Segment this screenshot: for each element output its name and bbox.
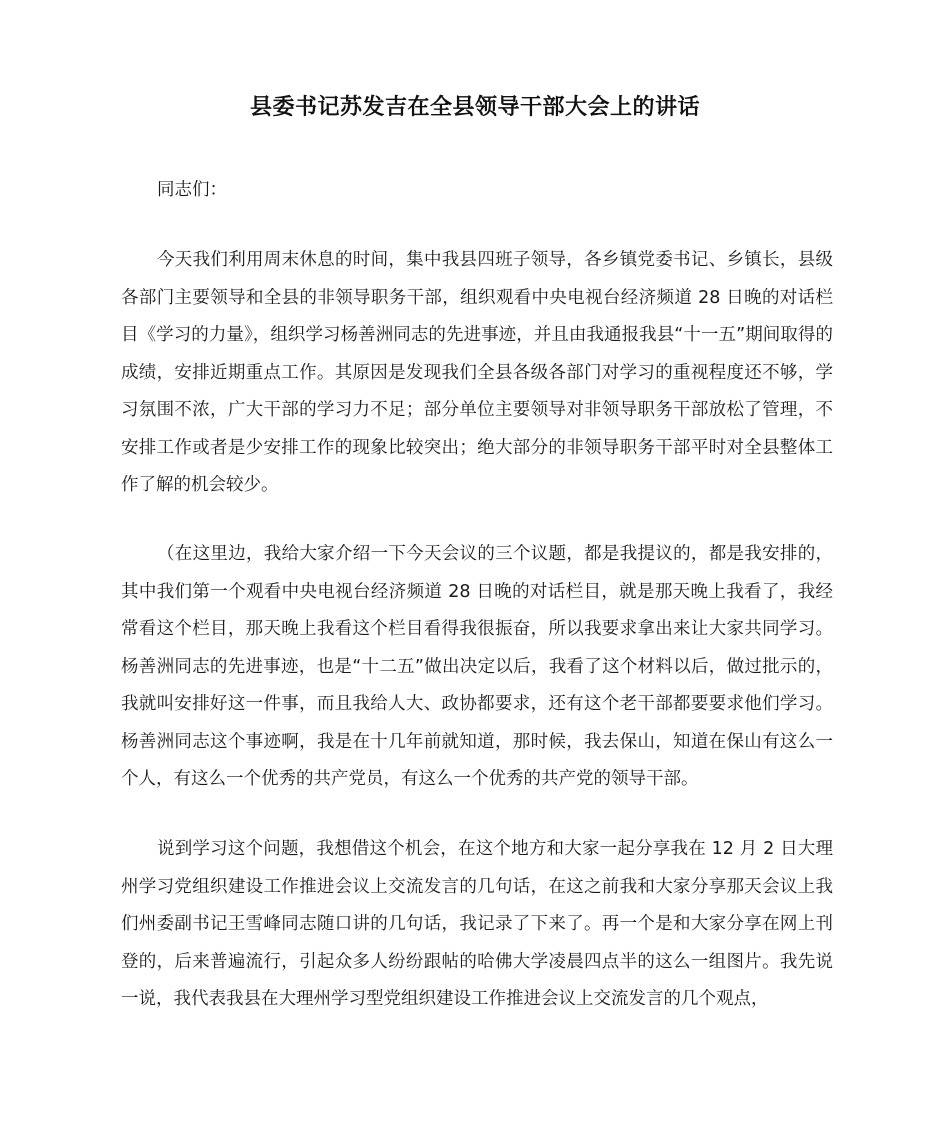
paragraph-3-text: 说到学习这个问题，我想借这个机会，在这个地方和大家一起分享我在 12 月 2 日大理州学习党组织建设工作推进会议上交流发言的几句话，在这之前我和大家分享那天会议上我们州委副书记王雪峰同志随口讲的几句话，我记录了下来了。再一个是和大家分享在网上刊登的，后来普遍流行，引起众多人纷纷跟帖的哈佛大学凌晨四点半的这么一组图片。我先说一说，我代表我县在大理州学习型党组织建设工作推进会议上交流发言的几个观点， bbox=[121, 839, 833, 1009]
salutation: 同志们： bbox=[157, 180, 227, 200]
paragraph-2 bbox=[121, 536, 833, 799]
document-title: 县委书记苏发吉在全县领导干部大会上的讲话 bbox=[249, 95, 700, 120]
paragraph-1-text: 今天我们利用周末休息的时间，集中我县四班子领导，各乡镇党委书记、乡镇长，县级各部门主要领导和全县的非领导职务干部，组织观看中央电视台经济频道 28 日晚的对话栏目《学习的力量》，组织学习杨善洲同志的先进事迹，并且由我通报我县“十一五”期间取得的成绩，安排近期重点工作。其原因是发现我们全县各级各部门对学习的重视程度还不够，学习氛围不浓，广大干部的学习力不足；部分单位主要领导对非领导职务干部放松了管理，不安排工作或者是少安排工作的现象比较突出；绝大部分的非领导职务干部平时对全县整体工作了解的机会较少。 bbox=[121, 250, 833, 495]
paragraph-2-text: （在这里边，我给大家介绍一下今天会议的三个议题，都是我提议的，都是我安排的，其中我们第一个观看中央电视台经济频道 28 日晚的对话栏目，就是那天晚上我看了，我经常看这个栏目，那天晚上我看这个栏目看得我很振奋，所以我要求拿出来让大家共同学习。杨善洲同志的先进事迹，也是“十二五”做出决定以后，我看了这个材料以后，做过批示的，我就叫安排好这一件事，而且我给人大、政协都要求，还有这个老干部都要要求他们学习。杨善洲同志这个事迹啊，我是在十几年前就知道，那时候，我去保山，知道在保山有这么一个人，有这么一个优秀的共产党员，有这么一个优秀的共产党的领导干部。 bbox=[121, 544, 833, 789]
paragraph-3 bbox=[121, 831, 833, 1019]
paragraph-1 bbox=[121, 242, 833, 505]
